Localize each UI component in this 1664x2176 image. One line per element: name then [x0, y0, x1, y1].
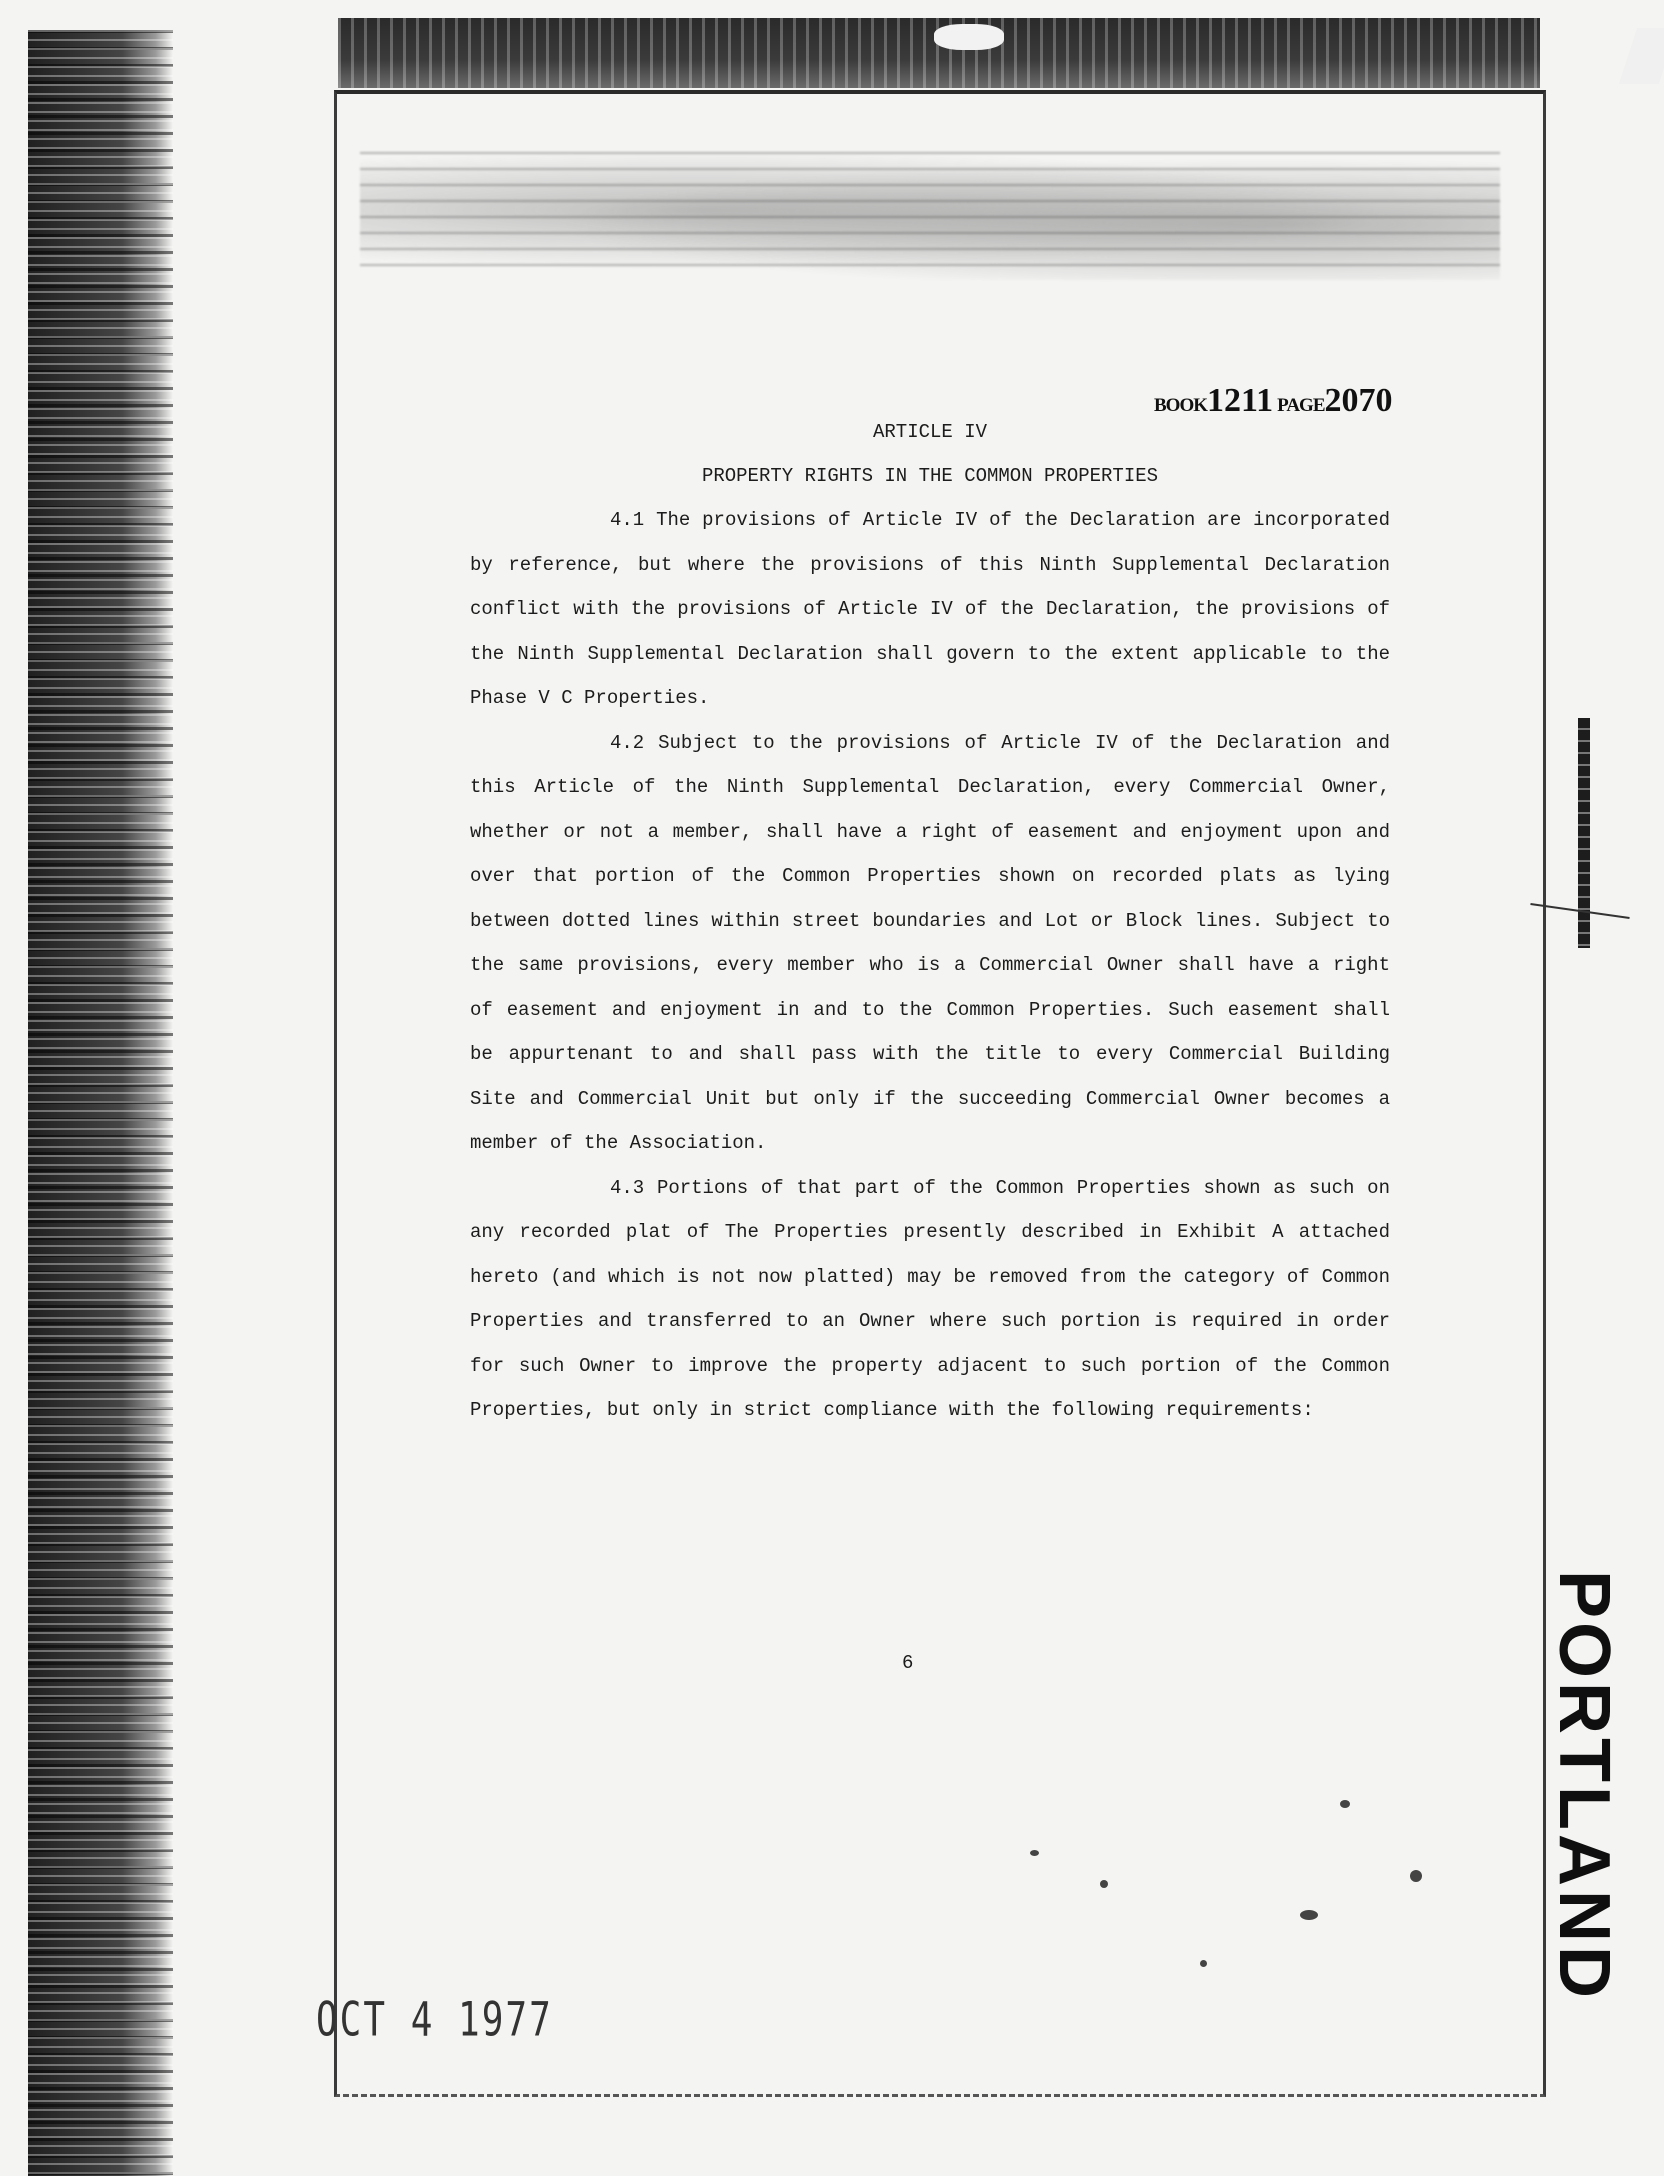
paragraph-4-2: 4.2 Subject to the provisions of Article IV of the Declaration and this Article of the Ninth Supplemental Declaration, every Commercial Owner, whether or not a member, shall have a right of easement and enjoyment upon and over that portion of the Common Properties shown on recorded plats as lying between dotted lines within street boundaries and Lot or Block lines. Subject to the same provisions, every member who is a Commercial Owner shall have a right of easement and enjoyment in and to the Common Properties. Such easement shall be appurtenant to and shall pass with the title to every Commercial Building Site and Commercial Unit but only if the succeeding Commercial Owner becomes a member of the Association.: [470, 731, 1390, 1154]
page-reference-number: 2070: [1324, 382, 1393, 419]
band-blot: [934, 24, 1004, 50]
ink-speck: [1410, 1870, 1422, 1882]
top-dark-band: [338, 18, 1540, 88]
paragraph-4-1: 4.1 The provisions of Article IV of the Declaration are incorporated by reference, but where the provisions of this Ninth Supplemental Declaration conflict with the provisions of Article IV of the Declaration, the provisions of the Ninth Supplemental Declaration shall govern to the extent applicable to the Phase V C Properties.: [470, 509, 1390, 709]
article-title: PROPERTY RIGHTS IN THE COMMON PROPERTIES: [701, 465, 1159, 487]
band-blot: [1619, 28, 1664, 84]
margin-mark: [1578, 718, 1590, 948]
page-label: PAGE: [1277, 395, 1325, 416]
ink-speck: [1200, 1960, 1207, 1967]
ink-speck: [1100, 1880, 1108, 1888]
scanner-edge: [28, 30, 173, 2176]
date-stamp: OCT 4 1977: [316, 1993, 553, 2048]
ink-speck: [1030, 1850, 1039, 1856]
book-number: 1211: [1207, 382, 1274, 419]
smudged-header-area: [360, 140, 1500, 280]
paragraph-4-3: 4.3 Portions of that part of the Common Properties shown as such on any recorded plat of The Properties presently described in Exhibit A attached hereto (and which is not now platted) may be removed from the category of Common Properties and transferred to an Owner where such portion is required in order for such Owner to improve the property adjacent to such portion of the Common Properties, but only in strict compliance with the following requirements:: [470, 1176, 1390, 1421]
article-heading: ARTICLE IV: [872, 421, 988, 443]
portland-stamp: PORTLAND: [1544, 1570, 1624, 2002]
book-label: BOOK: [1154, 395, 1208, 416]
ink-speck: [1300, 1910, 1318, 1920]
page-number: 6: [902, 1652, 914, 1674]
ink-speck: [1340, 1800, 1350, 1808]
document-body: [470, 410, 1390, 1433]
